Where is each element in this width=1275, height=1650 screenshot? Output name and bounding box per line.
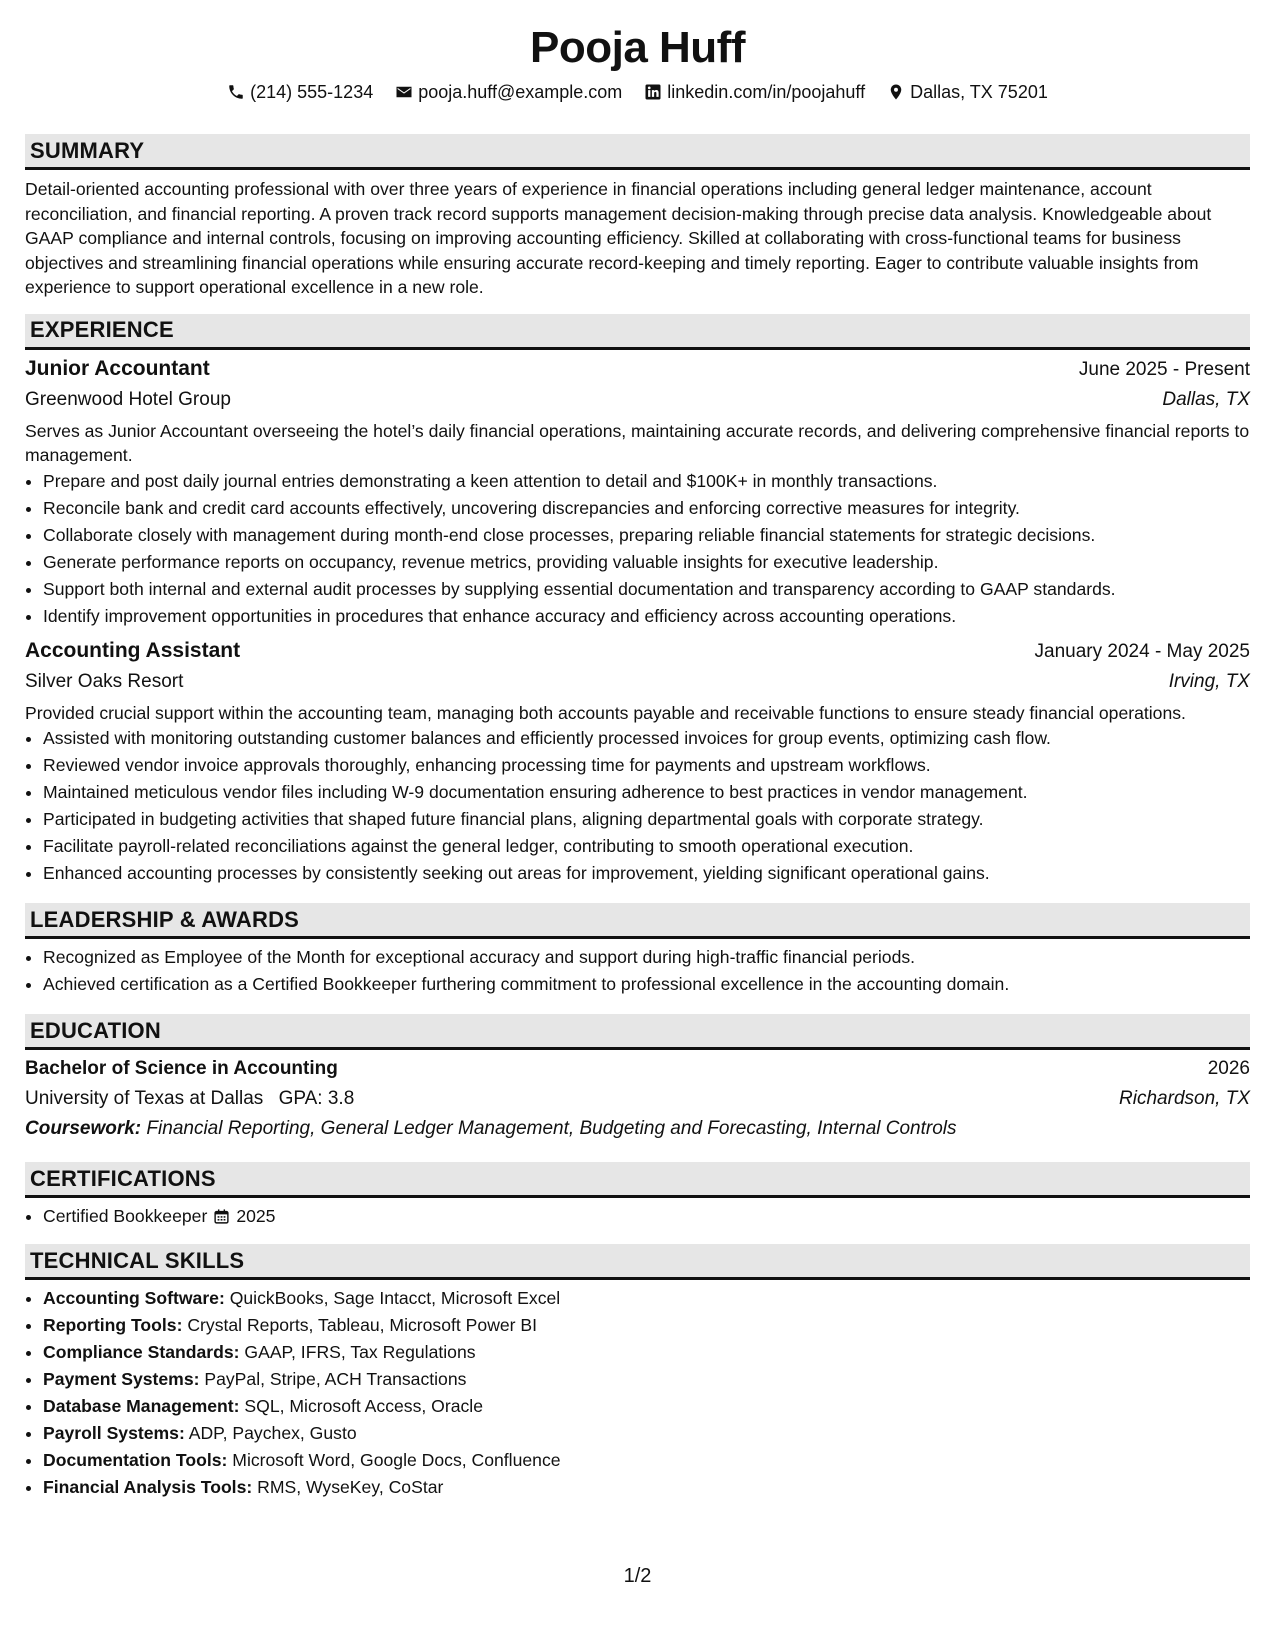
section-title: CERTIFICATIONS	[30, 1165, 216, 1191]
section-title: LEADERSHIP & AWARDS	[30, 906, 300, 932]
list-item	[43, 1339, 1250, 1366]
calendar-icon	[213, 1208, 230, 1225]
skill-label: Database Management:	[43, 1396, 240, 1416]
contact-linkedin[interactable]	[644, 80, 865, 104]
coursework-line	[25, 1114, 1250, 1144]
skills-section-header	[25, 1244, 1250, 1280]
phone-icon	[227, 83, 245, 101]
job-title: Accounting Assistant	[25, 638, 241, 662]
list-item	[43, 1393, 1250, 1420]
skill-value: Crystal Reports, Tableau, Microsoft Power BI	[187, 1315, 538, 1335]
gpa: GPA: 3.8	[278, 1088, 355, 1109]
degree-name: Bachelor of Science in Accounting	[25, 1058, 338, 1079]
list-item: • Prepare and post daily journal entries demonstrating a keen attention to detail and $100K+ in monthly transactions.	[43, 468, 1250, 495]
company-name: Silver Oaks Resort	[25, 670, 184, 692]
list-item: • Reviewed vendor invoice approvals thoroughly, enhancing processing time for payments and upstream workflows.	[43, 752, 1250, 779]
certification-year: 2025	[236, 1206, 276, 1226]
graduation-year: 2026	[1207, 1058, 1250, 1079]
skill-label: Payroll Systems:	[43, 1423, 185, 1443]
list-item	[43, 1447, 1250, 1474]
list-item	[43, 1203, 1250, 1230]
list-item	[43, 1474, 1250, 1501]
map-pin-icon	[887, 83, 905, 101]
skill-value: ADP, Paychex, Gusto	[188, 1423, 357, 1443]
contact-phone[interactable]	[227, 80, 373, 104]
certification	[43, 1203, 275, 1230]
section-title: EXPERIENCE	[30, 317, 174, 342]
contact-location	[887, 80, 1048, 104]
experience-section-header	[25, 314, 1250, 350]
contact-email[interactable]	[395, 80, 622, 104]
skill-label: Payment Systems:	[43, 1369, 200, 1389]
contact-bar	[25, 80, 1250, 104]
coursework-list: Financial Reporting, General Ledger Management, Budgeting and Forecasting, Internal Controls	[146, 1118, 957, 1139]
job-company-row	[25, 385, 1250, 415]
list-item: • Assisted with monitoring outstanding customer balances and efficiently processed invoices for group events, optimizing cash flow.	[43, 725, 1250, 752]
degree-row	[25, 1054, 1250, 1084]
leadership-section-header	[25, 903, 1250, 939]
job-dates: June 2025 - Present	[1078, 358, 1250, 380]
job-description: Serves as Junior Accountant overseeing the hotel’s daily financial operations, maintaining accurate records, and delivering comprehensive financial reports to management.	[25, 420, 1250, 465]
job-bullets	[25, 725, 1250, 887]
certification-name: • Certified Bookkeeper	[43, 1206, 208, 1226]
skill-label: Documentation Tools:	[43, 1450, 228, 1470]
school-info	[25, 1084, 354, 1114]
list-item: • Facilitate payroll-related reconciliations against the general ledger, contributing to smooth operational execution.	[43, 833, 1250, 860]
linkedin-text: linkedin.com/in/poojahuff	[667, 82, 866, 102]
job-location: Irving, TX	[1168, 670, 1250, 692]
resume-page	[25, 22, 1250, 1501]
list-item: • Maintained meticulous vendor files including W-9 documentation ensuring adherence to best practices in vendor management.	[43, 779, 1250, 806]
skill-label: Accounting Software:	[43, 1288, 225, 1308]
summary-text: Detail-oriented accounting professional with over three years of experience in financial operations including general ledger maintenance, account reconciliation, and financial reporting. A proven track record supports management decision-making through precise data analysis. Knowledgeable about GAAP compliance and internal controls, focusing on improving accounting efficiency. Skilled at collaborating with cross-functional teams for business objectives and streamlining financial operations while ensuring accurate record-keeping and timely reporting. Eager to contribute valuable insights from experience to support operational excellence in a new role.	[25, 179, 1212, 297]
skill-value: QuickBooks, Sage Intacct, Microsoft Excel	[229, 1288, 561, 1308]
experience-entry	[25, 354, 1250, 630]
job-title-row	[25, 354, 1250, 385]
list-item	[43, 1285, 1250, 1312]
section-title: TECHNICAL SKILLS	[30, 1247, 245, 1273]
list-item	[43, 1420, 1250, 1447]
list-item	[43, 1366, 1250, 1393]
education-entry	[25, 1054, 1250, 1144]
job-company-row	[25, 667, 1250, 697]
list-item: • Recognized as Employee of the Month for exceptional accuracy and support during high-traffic financial periods.	[43, 944, 1250, 971]
skill-value: PayPal, Stripe, ACH Transactions	[204, 1369, 467, 1389]
job-title-row	[25, 636, 1250, 667]
email-text: pooja.huff@example.com	[418, 82, 623, 102]
job-bullets	[25, 468, 1250, 630]
education-section-header	[25, 1014, 1250, 1050]
list-item	[43, 1312, 1250, 1339]
job-dates: January 2024 - May 2025	[1034, 640, 1250, 662]
list-item: • Participated in budgeting activities that shaped future financial plans, aligning departmental goals with corporate strategy.	[43, 806, 1250, 833]
leadership-bullets	[25, 944, 1250, 998]
skill-value: Microsoft Word, Google Docs, Confluence	[232, 1450, 561, 1470]
list-item: • Achieved certification as a Certified Bookkeeper furthering commitment to professional excellence in the accounting domain.	[43, 971, 1250, 998]
job-description: Provided crucial support within the accounting team, managing both accounts payable and receivable functions to ensure steady financial operations.	[25, 702, 1186, 723]
list-item: • Generate performance reports on occupancy, revenue metrics, providing valuable insights for executive leadership.	[43, 549, 1250, 576]
linkedin-icon	[644, 83, 662, 101]
section-title: SUMMARY	[30, 137, 145, 163]
list-item: • Reconcile bank and credit card accounts effectively, uncovering discrepancies and enforcing corrective measures for integrity.	[43, 495, 1250, 522]
job-title: Junior Accountant	[25, 356, 210, 380]
list-item: • Collaborate closely with management during month-end close processes, preparing reliable financial statements for strategic decisions.	[43, 522, 1250, 549]
phone-text: (214) 555-1234	[250, 82, 374, 102]
company-name: Greenwood Hotel Group	[25, 388, 231, 410]
list-item: • Support both internal and external audit processes by supplying essential documentation and transparency according to GAAP standards.	[43, 576, 1250, 603]
list-item: • Enhanced accounting processes by consistently seeking out areas for improvement, yielding significant operational gains.	[43, 860, 1250, 887]
skills-list	[25, 1285, 1250, 1501]
school-location: Richardson, TX	[1119, 1088, 1250, 1109]
experience-entry	[25, 636, 1250, 888]
skill-label: Reporting Tools:	[43, 1315, 183, 1335]
school-name: University of Texas at Dallas	[25, 1088, 264, 1109]
location-text: Dallas, TX 75201	[910, 82, 1048, 102]
coursework-label: Coursework:	[25, 1118, 142, 1139]
skill-value: GAAP, IFRS, Tax Regulations	[244, 1342, 476, 1362]
section-title: EDUCATION	[30, 1017, 161, 1043]
certifications-list	[25, 1203, 1250, 1230]
school-row	[25, 1084, 1250, 1114]
list-item: • Identify improvement opportunities in procedures that enhance accuracy and efficiency across accounting operations.	[43, 603, 1250, 630]
certifications-section-header	[25, 1162, 1250, 1198]
skill-label: Compliance Standards:	[43, 1342, 240, 1362]
summary-section-header	[25, 134, 1250, 170]
envelope-icon	[395, 83, 413, 101]
skill-value: RMS, WyseKey, CoStar	[257, 1477, 444, 1497]
page-number: 1/2	[623, 1565, 652, 1587]
skill-label: Financial Analysis Tools:	[43, 1477, 253, 1497]
candidate-name: Pooja Huff	[530, 23, 745, 72]
skill-value: SQL, Microsoft Access, Oracle	[244, 1396, 483, 1416]
job-location: Dallas, TX	[1162, 388, 1250, 410]
